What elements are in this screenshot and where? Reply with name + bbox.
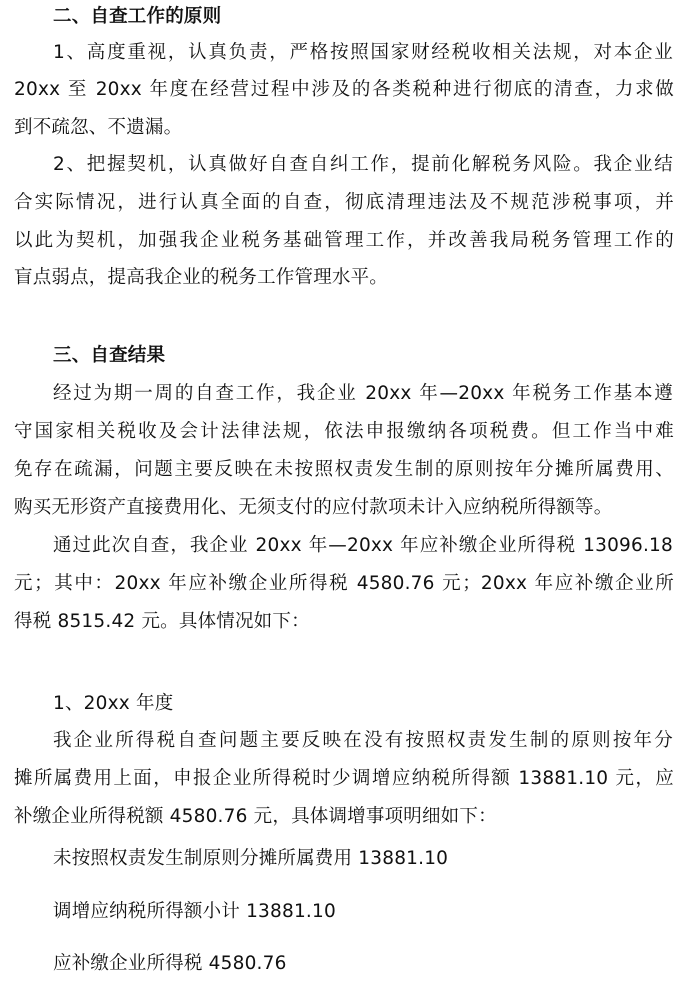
paragraph-line: 以此为契机，加强我企业税务基础管理工作，并改善我局税务管理工作的 xyxy=(14,230,674,251)
paragraph-line: 免存在疏漏，问题主要反映在未按照权责发生制的原则按年分摊所属费用、 xyxy=(14,459,674,480)
paragraph-line: 盲点弱点，提高我企业的税务工作管理水平。 xyxy=(14,267,389,288)
paragraph-line: 守国家相关税收及会计法律法规，依法申报缴纳各项税费。但工作当中难 xyxy=(14,421,674,442)
paragraph-line: 2、把握契机，认真做好自查自纠工作，提前化解税务风险。我企业结 xyxy=(53,154,673,175)
section-heading-results: 三、自查结果 xyxy=(53,345,166,366)
paragraph-line: 购买无形资产直接费用化、无须支付的应付款项未计入应纳税所得额等。 xyxy=(14,497,613,518)
paragraph-line: 到不疏忽、不遗漏。 xyxy=(14,117,183,138)
paragraph-line: 元；其中：20xx 年应补缴企业所得税 4580.76 元；20xx 年应补缴企业所 xyxy=(14,573,674,594)
paragraph-line: 摊所属费用上面，申报企业所得税时少调增应纳税所得额 13881.10 元，应 xyxy=(14,768,674,789)
paragraph-line: 20xx 至 20xx 年度在经营过程中涉及的各类税种进行彻底的清查，力求做 xyxy=(14,79,674,100)
detail-line-expense: 未按照权责发生制原则分摊所属费用 13881.10 xyxy=(53,848,449,869)
paragraph-line: 经过为期一周的自查工作，我企业 20xx 年—20xx 年税务工作基本遵 xyxy=(53,383,673,404)
paragraph-line: 通过此次自查，我企业 20xx 年—20xx 年应补缴企业所得税 13096.18 xyxy=(53,535,673,556)
detail-line-tax-due: 应补缴企业所得税 4580.76 xyxy=(53,953,287,974)
detail-line-subtotal: 调增应纳税所得额小计 13881.10 xyxy=(53,901,336,922)
section-heading-principles: 二、自查工作的原则 xyxy=(53,6,222,27)
paragraph-line: 我企业所得税自查问题主要反映在没有按照权责发生制的原则按年分 xyxy=(53,730,673,751)
paragraph-line: 补缴企业所得税额 4580.76 元，具体调增事项明细如下： xyxy=(14,806,497,827)
year-item-heading: 1、20xx 年度 xyxy=(53,693,174,714)
paragraph-line: 1、高度重视，认真负责，严格按照国家财经税收相关法规，对本企业 xyxy=(53,42,673,63)
paragraph-line: 合实际情况，进行认真全面的自查，彻底清理违法及不规范涉税事项，并 xyxy=(14,192,674,213)
paragraph-line: 得税 8515.42 元。具体情况如下： xyxy=(14,611,310,632)
